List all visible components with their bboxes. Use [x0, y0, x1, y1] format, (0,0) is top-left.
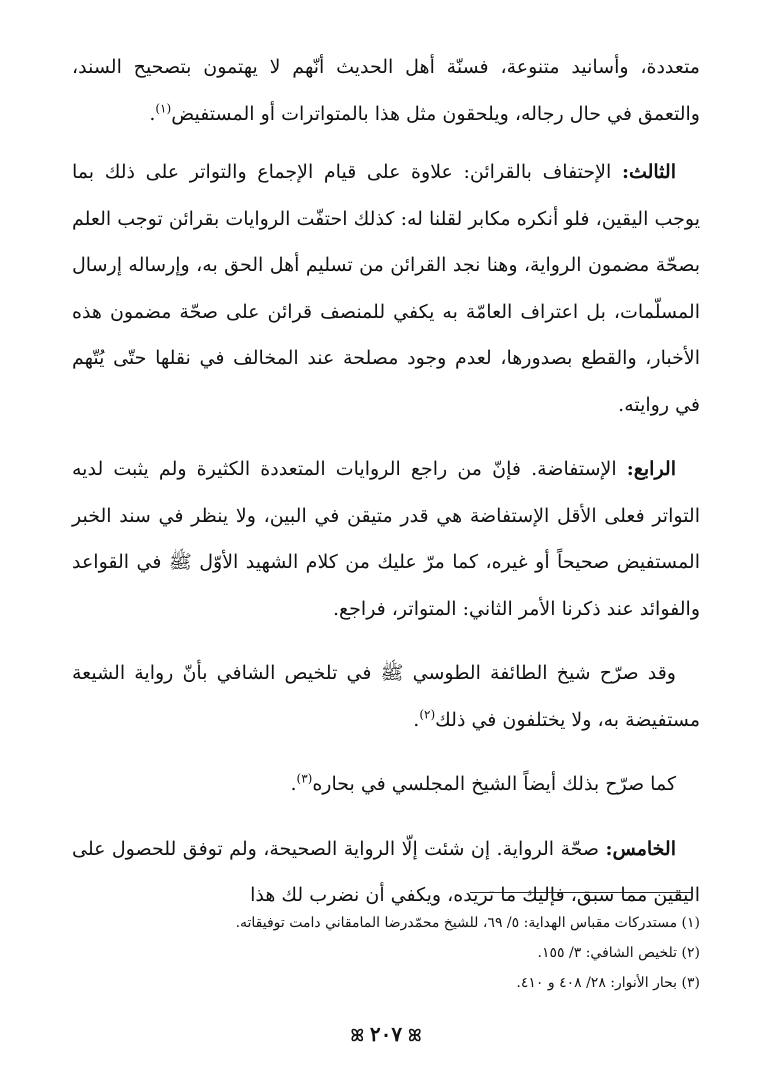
paragraph-tusi-end: .	[413, 708, 420, 731]
paragraph-majlisi	[72, 761, 700, 808]
paragraph-4th-text: الإستفاضة. فإنّ من راجع الروايات المتعددة الكثيرة ولم يثبت لديه التواتر فعلى الأقل الإستفاضة هي قدر متيقن في البين، ولا ينظر في سند الخبر المستفيض صحيحاً أو غيره، كما مرّ عليك من كلام الشهيد الأوّل ﷺ في القواعد والفوائد عند ذكرنا الأمر الثاني: المتواتر، فراجع.	[72, 458, 700, 620]
paragraph-5th-text: صحّة الرواية. إن شئت إلّا الرواية الصحيحة، ولم توفق للحصول على اليقين مما سبق، فإليك ما تريده، ويكفي أن نضرب لك هذا	[72, 837, 700, 906]
page-number-footer	[0, 1022, 772, 1046]
paragraph-tusi	[72, 650, 700, 743]
paragraph-1	[72, 44, 700, 137]
footnote-2: (٢) تلخيص الشافي: ٣/ ١٥٥.	[537, 945, 700, 961]
heading-third: الثالث:	[621, 161, 676, 183]
paragraph-1-text: متعددة، وأسانيد متنوعة، فسنّة أهل الحديث أنّهم لا يهتمون بتصحيح السند، والتعمق في حال رجاله، ويلحقون مثل هذا بالمتواترات أو المستفيض	[72, 56, 700, 125]
footnotes	[72, 908, 700, 998]
paragraph-majlisi-end: .	[290, 773, 297, 795]
footnote-divider	[470, 892, 692, 893]
main-text	[72, 44, 700, 937]
footnote-3: (٣) بحار الأنوار: ٢٨/ ٤٠٨ و ٤١٠.	[516, 975, 700, 991]
ornament-right-icon: ꕤ	[350, 1026, 364, 1045]
ornament-left-icon: ꕤ	[408, 1026, 422, 1045]
paragraph-3rd	[72, 149, 700, 428]
paragraph-5th	[72, 826, 700, 919]
page-number: ٢٠٧	[369, 1022, 403, 1046]
paragraph-majlisi-text: كما صرّح بذلك أيضاً الشيخ المجلسي في بحاره	[312, 773, 676, 795]
paragraph-3rd-text: الإحتفاف بالقرائن: علاوة على قيام الإجماع والتواتر على ذلك بما يوجب اليقين، فلو أنكره مكابر لقلنا له: كذلك احتفّت الروايات بقرائن توجب العلم بصحّة مضمون الرواية، وهنا نجد القرائن من تسليم أهل الحق به، وإرساله إرسال المسلّمات، بل اعتراف العامّة به يكفي للمنصف قرائن على صحّة مضمون هذه الأخبار، والقطع بصدورها، لعدم وجود مصلحة عند المخالف في نقلها حتّى يُتّهم في روايته.	[72, 161, 700, 416]
heading-fifth: الخامس:	[605, 837, 676, 860]
footnote-ref-3[interactable]: (٣)	[296, 771, 313, 786]
footnote-ref-1[interactable]: (١)	[155, 101, 172, 116]
paragraph-tusi-text: وقد صرّح شيخ الطائفة الطوسي ﷺ في تلخيص الشافي بأنّ رواية الشيعة مستفيضة به، ولا يختلفون في ذلك	[72, 662, 700, 731]
footnote-ref-2[interactable]: (٢)	[419, 707, 436, 722]
paragraph-4th	[72, 446, 700, 632]
footnote-1: (١) مستدركات مقباس الهداية: ٥/ ٦٩، للشيخ محمّدرضا المامقاني دامت توفيقاته.	[235, 915, 700, 931]
heading-fourth: الرابع:	[626, 458, 676, 480]
paragraph-1-end: .	[149, 102, 156, 125]
